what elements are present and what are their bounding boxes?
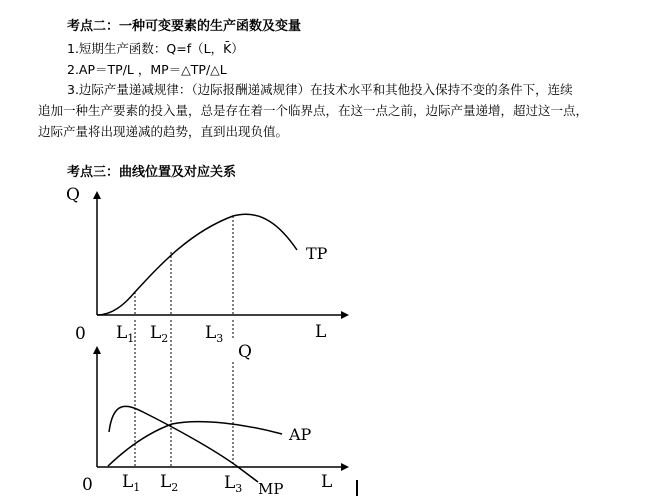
lower-tick-l2: $L_2$	[160, 472, 179, 494]
mp-curve-label: MP	[258, 480, 284, 496]
ap-mp-y-axis-label: Q	[238, 342, 252, 362]
tp-tick-l1: $L_1$	[116, 323, 135, 345]
tp-origin-label: 0	[75, 324, 86, 344]
tp-tick-l2: $L_2$	[150, 323, 169, 345]
tp-tick-l3: $L_3$	[205, 323, 224, 345]
tp-curve	[97, 214, 297, 315]
ap-mp-definition: 2.AP＝TP/L ，MP＝△TP/△L	[67, 62, 227, 77]
ap-mp-graph	[82, 320, 345, 496]
ap-mp-origin-label: 0	[82, 475, 93, 495]
lower-tick-l3: $L_3$	[224, 473, 243, 495]
tp-x-axis-label: L	[315, 322, 327, 342]
ap-curve-label: AP	[289, 425, 312, 444]
short-run-production-function: 1.短期生产函数：Q=f（L，K̄）	[67, 41, 244, 56]
section2-heading: 考点二：一种可变要素的生产函数及变量	[67, 19, 302, 34]
ap-mp-x-axis-label: L	[321, 472, 333, 492]
lower-tick-l1: $L_1$	[122, 472, 141, 494]
mp-curve	[109, 406, 258, 482]
diminishing-returns-line2: 追加一种生产要素的投入量，总是存在着一个临界点，在这一点之前，边际产量递增，超过这一点，	[38, 103, 589, 118]
section3-heading: 考点三：曲线位置及对应关系	[67, 165, 237, 180]
tp-graph	[66, 185, 345, 345]
tp-curve-label: TP	[306, 244, 328, 263]
diminishing-returns-line1: 3.边际产量递减规律：（边际报酬递减规律）在技术水平和其他投入保持不变的条件下，连续	[67, 82, 573, 97]
text-cursor	[356, 480, 358, 496]
ap-curve	[108, 422, 282, 466]
diminishing-returns-line3: 边际产量将出现递减的趋势，直到出现负值。	[38, 124, 289, 139]
tp-y-axis-label: Q	[66, 185, 80, 205]
